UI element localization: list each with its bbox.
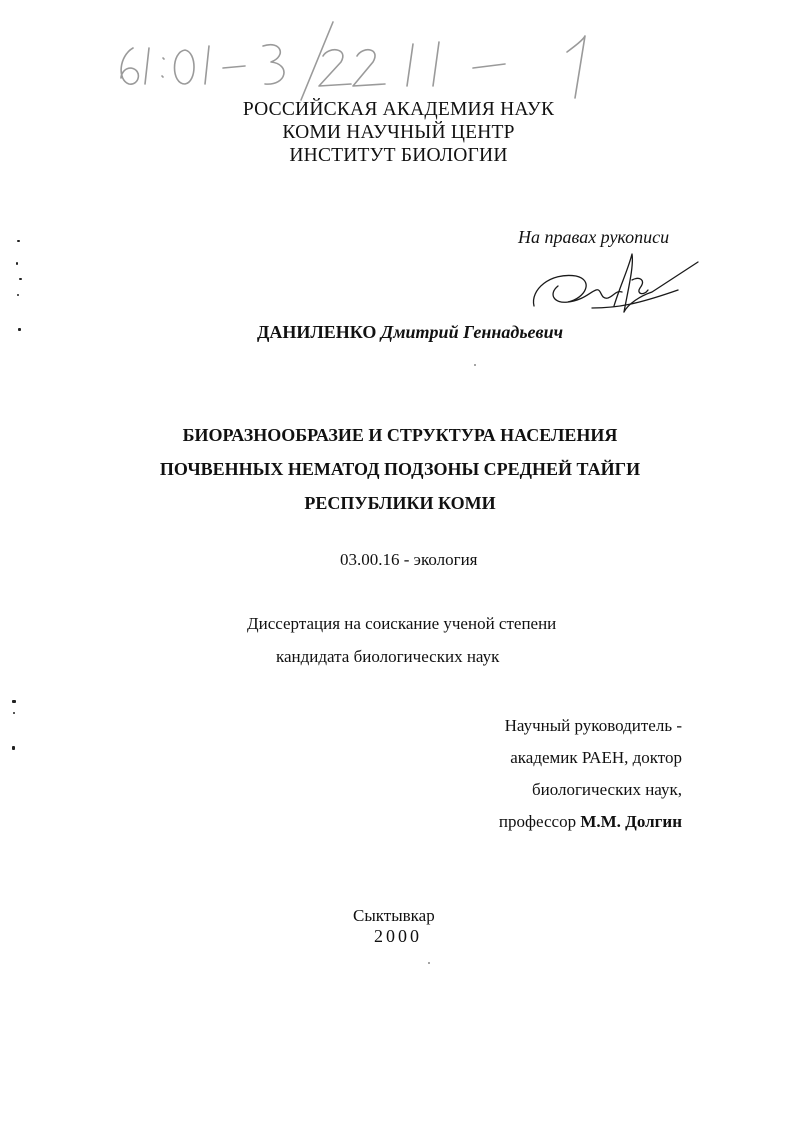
scan-speck [474, 364, 476, 366]
thesis-title-line: ПОЧВЕННЫХ НЕМАТОД ПОДЗОНЫ СРЕДНЕЙ ТАЙГИ [159, 459, 641, 479]
scan-speck [19, 278, 22, 280]
thesis-title-line: БИОРАЗНООБРАЗИЕ И СТРУКТУРА НАСЕЛЕНИЯ [182, 425, 618, 445]
scan-speck [12, 746, 15, 750]
year: 2000 [374, 926, 422, 946]
scan-speck [17, 240, 20, 242]
institution-academy: РОССИЙСКАЯ АКАДЕМИЯ НАУК [242, 99, 555, 120]
institution-institute: ИНСТИТУТ БИОЛОГИИ [289, 145, 508, 166]
pencil-archive-note [105, 10, 625, 105]
supervisor-degree: биологических наук, [531, 780, 682, 799]
author-surname: ДАНИЛЕНКО [257, 322, 377, 342]
specialty-code: 03.00.16 - экология [340, 550, 478, 569]
scan-speck [428, 962, 430, 964]
supervisor-name-line [362, 806, 682, 838]
author-name [257, 322, 563, 343]
scan-speck [16, 262, 18, 265]
manuscript-rights-note: На правах рукописи [518, 227, 670, 247]
supervisor-name: М.М. Долгин [580, 812, 682, 831]
degree-line-1: Диссертация на соискание ученой степени [247, 614, 557, 633]
degree-line-2: кандидата биологических наук [276, 647, 500, 666]
thesis-title [100, 418, 700, 520]
author-given-name: Дмитрий Геннадьевич [380, 322, 564, 342]
thesis-title-line: РЕСПУБЛИКИ КОМИ [304, 493, 496, 513]
supervisor-rank: профессор [498, 812, 577, 831]
author-signature [528, 246, 703, 326]
scan-speck [18, 328, 21, 331]
supervisor-title: академик РАЕН, доктор [510, 748, 682, 767]
supervisor-role: Научный руководитель - [504, 716, 682, 735]
city: Сыктывкар [353, 906, 435, 925]
institution-header [0, 98, 797, 167]
supervisor-block [362, 710, 682, 838]
scan-speck [17, 294, 19, 296]
scan-speck [13, 712, 15, 714]
scan-speck [12, 700, 16, 703]
institution-center: КОМИ НАУЧНЫЙ ЦЕНТР [282, 122, 515, 143]
